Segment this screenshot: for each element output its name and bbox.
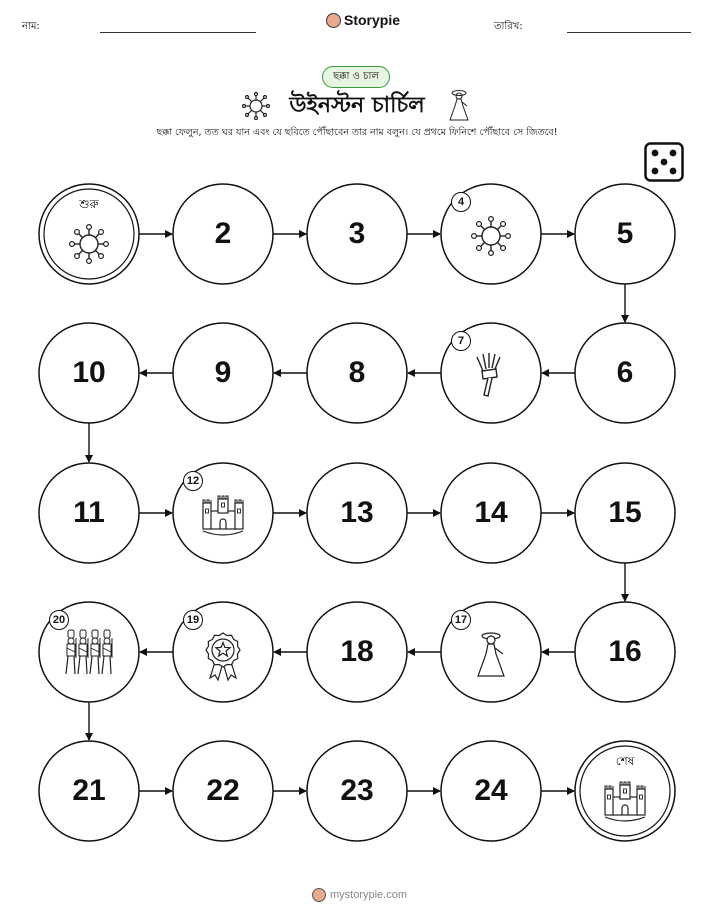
- cell-number-badge: 7: [451, 331, 471, 351]
- cell-number: 3: [348, 217, 366, 250]
- instructions: ছক্কা ফেলুন, তত ঘর যান এবং যে ছবিতে পৌঁছাবেন তার নাম বলুন। যে প্রথমে ফিনিশে পৌঁছাবে সে জিতবে!: [156, 127, 558, 138]
- start-label: শুরু: [79, 197, 99, 211]
- cell-number-badge: 19: [183, 610, 203, 630]
- cell-number: 11: [73, 496, 105, 529]
- cell-number: 23: [340, 774, 374, 807]
- cell-number: 10: [72, 356, 106, 389]
- cell-number: 21: [72, 774, 106, 807]
- game-badge: ছক্কা ও চাল: [322, 66, 390, 88]
- page-title: উইনস্টন চার্চিল: [289, 93, 425, 118]
- cell-number-badge: 17: [451, 610, 471, 630]
- brand-name: Storypie: [344, 12, 401, 28]
- cell-number: 14: [474, 496, 508, 529]
- cell-number: 24: [474, 774, 508, 807]
- cell-number: 16: [608, 635, 642, 668]
- cell-number-badge: 20: [49, 610, 69, 630]
- cell-number: 22: [206, 774, 240, 807]
- cell-number: 9: [214, 356, 232, 389]
- cell-number: 6: [616, 356, 634, 389]
- name-label: নাম:: [22, 21, 40, 32]
- cell-number: 5: [616, 217, 634, 250]
- castle-icon: [605, 782, 645, 821]
- finish-label: শেষ: [615, 754, 635, 768]
- bear-icon: [312, 888, 326, 902]
- footer: [312, 888, 407, 902]
- date-label: তারিখ:: [494, 21, 523, 32]
- cell-number: 18: [340, 635, 374, 668]
- cell-number-badge: 4: [451, 192, 471, 212]
- cell-number: 8: [348, 356, 366, 389]
- cell-number: 15: [608, 496, 642, 529]
- footer-site: mystorypie.com: [330, 889, 408, 901]
- cell-number: 2: [214, 217, 232, 250]
- castle-icon: [203, 496, 243, 535]
- cell-number-badge: 12: [183, 471, 203, 491]
- cell-number: 13: [340, 496, 374, 529]
